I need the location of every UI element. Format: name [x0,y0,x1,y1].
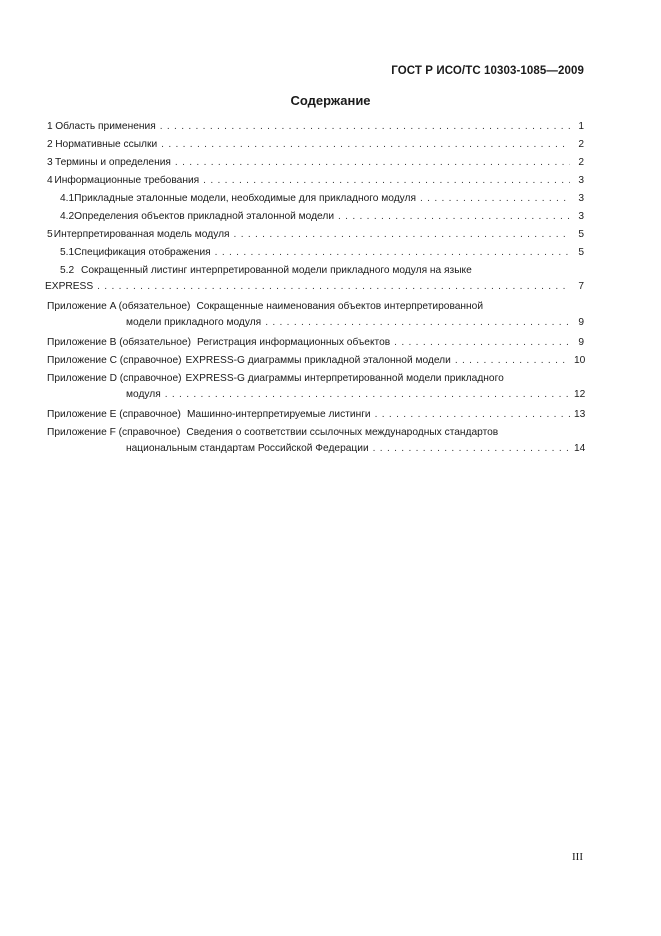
toc-number: 4 [47,175,53,186]
toc-number: 4.1 [60,193,75,204]
toc-text: Регистрация информационных объектов [197,337,391,348]
toc-text-continued: национальным стандартам Российской Федерации [126,443,369,454]
toc-entry[interactable] [47,265,584,301]
dot-leader [175,157,570,168]
toc-page: 9 [578,337,584,348]
table-of-contents [47,121,584,463]
toc-page: 3 [578,193,584,204]
toc-page: 3 [578,175,584,186]
toc-number: 2 [47,139,53,150]
toc-text: EXPRESS-G диаграммы интерпретированной модели прикладного [185,373,504,384]
toc-page: 7 [578,281,584,292]
toc-annex-label: Приложение B (обязательное) [47,337,191,348]
toc-text: Спецификация отображения [74,247,211,258]
toc-text-continued: EXPRESS [45,281,94,292]
toc-text: Информационные требования [54,175,200,186]
toc-text: Машинно-интерпретируемые листинги [186,409,371,420]
toc-entry[interactable] [47,139,584,157]
toc-page: 3 [578,211,584,222]
toc-page: 10 [574,355,586,366]
dot-leader [234,229,570,240]
toc-page: 2 [578,139,584,150]
toc-number: 3 [47,157,53,168]
toc-text: Сокращенный листинг интерпретированной модели прикладного модуля на языке [81,265,472,276]
dot-leader [203,175,570,186]
dot-leader [455,355,570,366]
toc-entry[interactable] [47,337,584,355]
toc-entry[interactable] [47,355,584,373]
dot-leader [265,317,570,328]
toc-annex-label: Приложение F (справочное) [47,427,181,438]
toc-page: 13 [574,409,586,420]
dot-leader [394,337,570,348]
toc-entry[interactable] [47,157,584,175]
toc-page: 5 [578,247,584,258]
toc-number: 1 [47,121,53,132]
toc-text: Определения объектов прикладной эталонной модели [74,211,335,222]
dot-leader [160,121,570,132]
toc-entry[interactable] [47,409,584,427]
toc-page: 1 [578,121,584,132]
dot-leader [215,247,570,258]
toc-annex-label: Приложение D (справочное) [47,373,182,384]
toc-entry[interactable] [47,301,584,337]
toc-page: 2 [578,157,584,168]
toc-text: EXPRESS-G диаграммы прикладной эталонной модели [185,355,451,366]
toc-page: 12 [574,389,586,400]
toc-annex-label: Приложение A (обязательное) [47,301,191,312]
toc-text: Термины и определения [54,157,171,168]
toc-text: Нормативные ссылки [55,139,158,150]
toc-entry[interactable] [47,229,584,247]
toc-annex-label: Приложение C (справочное) [47,355,182,366]
toc-page: 5 [578,229,584,240]
toc-entry[interactable] [47,211,584,229]
toc-entry[interactable] [47,247,584,265]
toc-number: 5.1 [60,247,75,258]
dot-leader [338,211,570,222]
toc-annex-label: Приложение E (справочное) [47,409,181,420]
toc-text-continued: модели прикладного модуля [126,317,262,328]
toc-text: Сокращенные наименования объектов интерпретированной [196,301,484,312]
toc-page: 14 [574,443,586,454]
toc-number: 5.2 [60,265,75,276]
toc-title: Содержание [290,93,371,108]
toc-number: 4.2 [60,211,75,222]
toc-text: Сведения о соответствии ссылочных международных стандартов [186,427,499,438]
dot-leader [97,281,570,292]
toc-text: Область применения [55,121,156,132]
toc-entry[interactable] [47,175,584,193]
toc-page: 9 [578,317,584,328]
toc-entry[interactable] [47,193,584,211]
toc-entry[interactable] [47,427,584,463]
toc-text: Прикладные эталонные модели, необходимые для прикладного модуля [74,193,416,204]
toc-entry[interactable] [47,121,584,139]
toc-text: Интерпретированная модель модуля [53,229,230,240]
dot-leader [375,409,570,420]
toc-number: 5 [47,229,53,240]
dot-leader [373,443,570,454]
document-code: ГОСТ Р ИСО/ТС 10303-1085—2009 [391,65,584,77]
page-number: III [572,851,583,863]
toc-text-continued: модуля [126,389,161,400]
dot-leader [165,389,570,400]
dot-leader [161,139,570,150]
dot-leader [420,193,570,204]
toc-entry[interactable] [47,373,584,409]
